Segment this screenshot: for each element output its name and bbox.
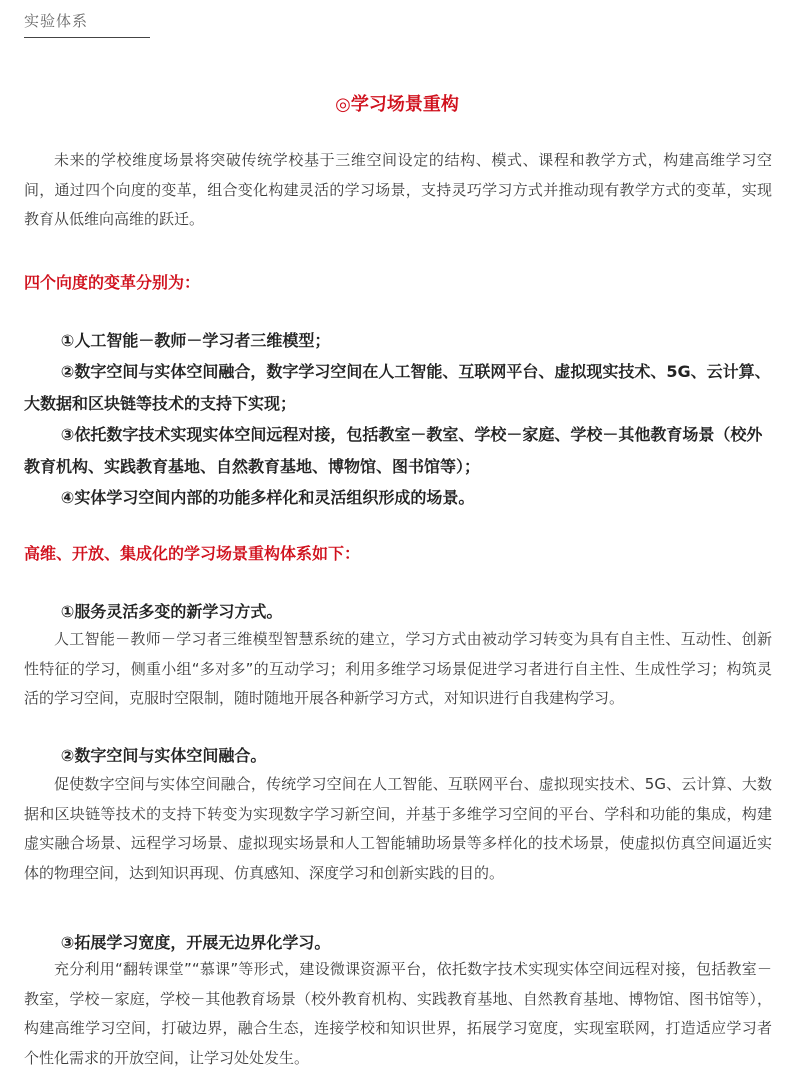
block2-text: 促使数字空间与实体空间融合，传统学习空间在人工智能、互联网平台、虚拟现实技术、5G、云计算、大数据和区块链等技术的支持下转变为实现数字学习新空间，并基于多维学习空间的平台、学科和功能的集成，构建虚实融合场景、远程学习场景、虚拟现实场景和人工智能辅助场景等多样化的技术场景，使虚拟仿真空间逼近实体的物理空间，达到知识再现、仿真感知、深度学习和创新实践的目的。 — [24, 775, 772, 882]
section-header — [24, 10, 150, 38]
section1-heading: 四个向度的变革分别为： — [24, 273, 201, 292]
block1-text: 人工智能－教师－学习者三维模型智慧系统的建立，学习方式由被动学习转变为具有自主性、互动性、创新性特征的学习，侧重小组“多对多”的互动学习；利用多维学习场景促进学习者进行自主性、生成性学习；构筑灵活的学习空间，克服时空限制，随时随地开展各种新学习方式，对知识进行自我建构学习。 — [24, 630, 772, 707]
block1-title: ①服务灵活多变的新学习方式。 — [60, 602, 283, 621]
intro-paragraph: 未来的学校维度场景将突破传统学校基于三维空间设定的结构、模式、课程和教学方式，构建高维学习空间，通过四个向度的变革，组合变化构建灵活的学习场景，支持灵巧学习方式并推动现有教学方式的变革，实现教育从低维向高维的跃迁。 — [24, 151, 772, 228]
section1-item-2: ②数字空间与实体空间融合，数字学习空间在人工智能、互联网平台、虚拟现实技术、5G、云计算、大数据和区块链等技术的支持下实现； — [24, 362, 771, 413]
block2-title: ②数字空间与实体空间融合。 — [60, 746, 267, 765]
block3-text: 充分利用“翻转课堂”“慕课”等形式，建设微课资源平台，依托数字技术实现实体空间远程对接，包括教室－教室，学校－家庭，学校－其他教育场景（校外教育机构、实践教育基地、自然教育基地、博物馆、图书馆等），构建高维学习空间，打破边界，融合生态，连接学校和知识世界，拓展学习宽度，实现室联网，打造适应学习者个性化需求的开放空间，让学习处处发生。 — [24, 960, 772, 1067]
header-label: 实验体系 — [24, 12, 89, 30]
block3-title: ③拓展学习宽度，开展无边界化学习。 — [60, 933, 331, 952]
section1-item-4: ④实体学习空间内部的功能多样化和灵活组织形成的场景。 — [60, 488, 475, 507]
page-title: ◎学习场景重构 — [335, 94, 459, 115]
section1-item-1: ①人工智能－教师－学习者三维模型； — [60, 331, 331, 350]
section1-item-3: ③依托数字技术实现实体空间远程对接，包括教室－教室、学校－家庭、学校－其他教育场景（校外教育机构、实践教育基地、自然教育基地、博物馆、图书馆等）； — [24, 425, 763, 476]
section2-heading: 高维、开放、集成化的学习场景重构体系如下： — [24, 544, 361, 563]
